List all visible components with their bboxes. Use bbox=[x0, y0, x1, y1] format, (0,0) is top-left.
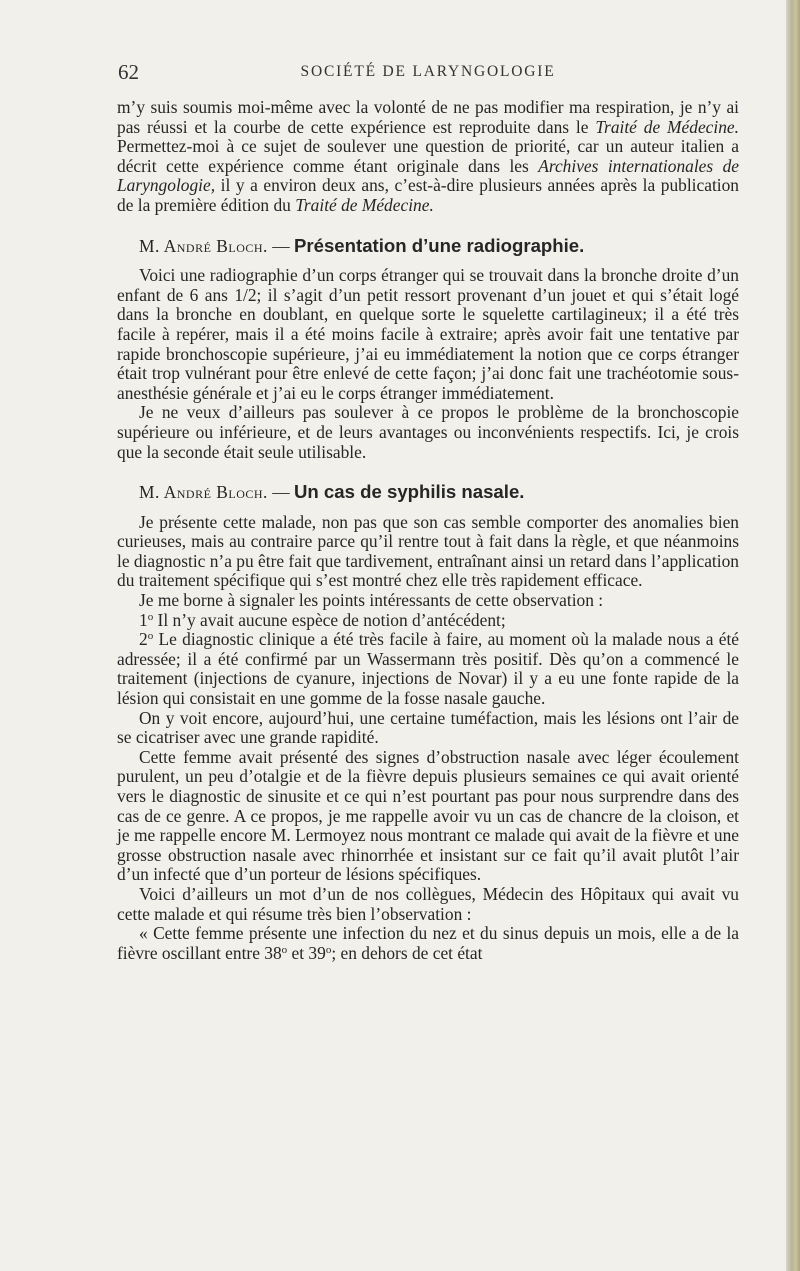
degree-mark: o bbox=[281, 943, 288, 956]
page-header bbox=[118, 60, 738, 90]
degree-mark: o bbox=[325, 943, 332, 956]
intro-italic-1: Traité de Médecine. bbox=[595, 116, 739, 137]
paragraph: On y voit encore, aujourd’hui, une certaine tuméfaction, mais les lésions ont l’air de se cicatriser avec une grande rapidité. bbox=[117, 707, 739, 748]
item-ordinal: o bbox=[147, 610, 154, 623]
quote-paragraph bbox=[117, 924, 739, 963]
intro-text-3: il y a environ deux ans, c’est-à-dire plusieurs années après la publication de la première édition du bbox=[117, 175, 739, 215]
heading-dash: — bbox=[267, 235, 294, 256]
heading-dash: — bbox=[267, 482, 294, 503]
intro-paragraph bbox=[117, 98, 739, 216]
section-heading-radiographie bbox=[117, 236, 739, 257]
item-ordinal: o bbox=[147, 630, 154, 643]
paragraph: Je ne veux d’ailleurs pas soulever à ce propos le problème de la bronchoscopie supérieure ou inférieure, et de leurs avantages ou inconvénients respectifs. Ici, je crois que la seconde était seule utilisable. bbox=[117, 402, 739, 462]
section-heading-syphilis bbox=[117, 482, 739, 503]
paragraph: Voici d’ailleurs un mot d’un de nos collègues, Médecin des Hôpitaux qui avait vu cette malade et qui résume très bien l’observation : bbox=[117, 883, 739, 924]
article-body bbox=[117, 98, 739, 963]
intro-text-2: Permettez-moi à ce sujet de soulever une question de priorité, car un auteur italien a décrit cette expérience comme étant originale dans les bbox=[117, 136, 739, 176]
paragraph: Cette femme avait présenté des signes d’obstruction nasale avec léger écoulement purulent, un peu d’otalgie et de la fièvre depuis plusieurs semaines ce qui avait orienté vers le diagnostic de sinusite et ce qui n’est pourtant pas pour nous surprendre dans des cas de ce genre. A ce propos, je me rappelle avoir vu un cas de chancre de la cloison, et je me rappelle encore M. Lermoyez nous montrant ce malade qui avait de la fièvre et une grosse obstruction nasale avec rhinorrhée et insistant sur ce fait qu’il avait plutôt l’air d’un infecté que d’un porteur de lésions spécifiques. bbox=[117, 746, 739, 885]
section-title: Présentation d’une radiographie. bbox=[293, 234, 585, 256]
running-head: SOCIÉTÉ DE LARYNGOLOGIE bbox=[300, 63, 556, 80]
quote-text-1: « Cette femme présente une infection du nez et du sinus depuis un mois, elle a de la fièvre oscillant entre 38 bbox=[117, 923, 739, 963]
item-text: Il n’y avait aucune espèce de notion d’antécédent; bbox=[153, 609, 506, 630]
list-item bbox=[117, 611, 739, 631]
page-number: 62 bbox=[118, 60, 139, 84]
quote-text-2: et 39 bbox=[287, 942, 326, 963]
intro-italic-2: Archives internationales de Laryngologie, bbox=[117, 155, 740, 196]
item-number: 2 bbox=[139, 629, 148, 650]
paragraph: Je présente cette malade, non pas que son cas semble comporter des anomalies bien curieuses, mais au contraire parce qu’il rentre tout à fait dans la règle, et que néanmoins le diagnostic n’a pu être fait que tardivement, entraînant ainsi un retard dans l’application du traitement spécifique qui s’est montré chez elle très rapidement efficace. bbox=[117, 511, 739, 591]
list-item bbox=[117, 630, 739, 708]
intro-text-1: m’y suis soumis moi-même avec la volonté de ne pas modifier ma respiration, je n’y ai pas réussi et la courbe de cette expérience est reproduite dans le bbox=[117, 97, 739, 137]
quote-text-3: ; en dehors de cet état bbox=[331, 942, 483, 963]
section-title: Un cas de syphilis nasale. bbox=[293, 481, 525, 503]
page-edge bbox=[786, 0, 800, 1271]
paragraph: Je me borne à signaler les points intéressants de cette observation : bbox=[139, 590, 604, 611]
section-author: M. André Bloch. bbox=[139, 482, 268, 503]
section-author: M. André Bloch. bbox=[139, 235, 268, 256]
intro-italic-3: Traité de Médecine. bbox=[295, 194, 434, 215]
paragraph: Voici une radiographie d’un corps étranger qui se trouvait dans la bronche droite d’un enfant de 6 ans 1/2; il s’agit d’un petit ressort provenant d’un jouet et qui s’était logé dans la bronche en doublant, en quelque sorte le squelette cartilagineux; il a été très facile à repérer, mais il a été moins facile à extraire; après avoir fait une tentative par rapide bronchoscopie supérieure, j’ai eu immédiatement la notion que ce corps étranger était trop vulnérant pour être enlevé de cette façon; j’ai donc fait une trachéotomie sous-anesthésie générale et j’ai eu le corps étranger immédiatement. bbox=[117, 265, 739, 403]
item-text: Le diagnostic clinique a été très facile à faire, au moment où la malade nous a été adressée; il a été confirmé par un Wassermann très positif. Dès qu’on a commencé le traitement (injections de cyanure, injections de Novar) il y a eu une fonte rapide de la lésion qui consistait en une gomme de la fosse nasale gauche. bbox=[117, 629, 739, 709]
item-number: 1 bbox=[139, 609, 148, 630]
